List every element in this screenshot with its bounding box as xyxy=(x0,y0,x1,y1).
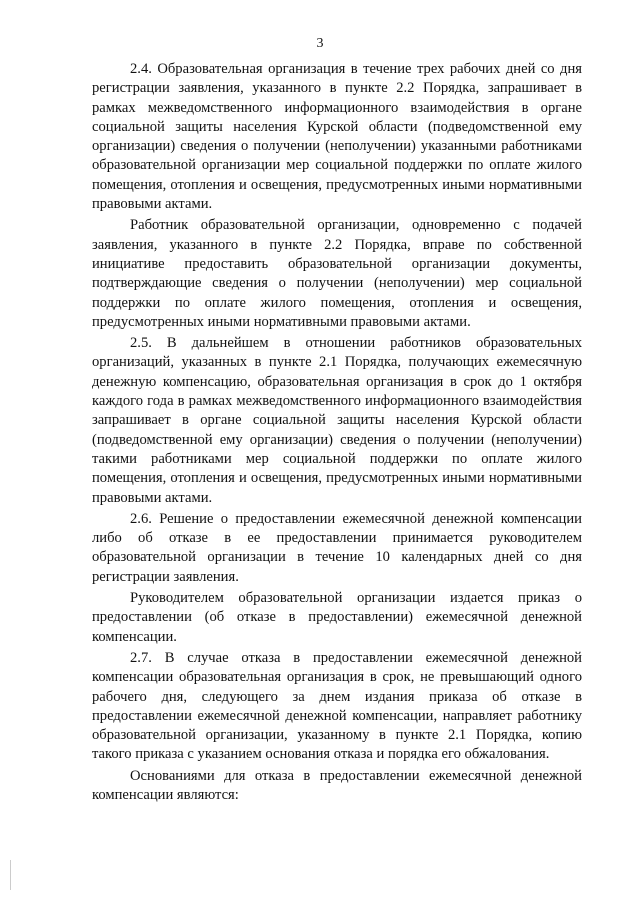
paragraph-2-4: 2.4. Образовательная организация в течение трех рабочих дней со дня регистрации заявления, указанного в пункте 2.2 Порядка, запрашивает в рамках межведомственного информационного взаимодействия в органе социальной защиты населения Курской области (подведомственной ему организации) сведения о получении (неполучении) указанными работниками образовательной организации мер социальной поддержки по оплате жилого помещения, отопления и освещения, предусмотренных иными нормативными правовыми актами. xyxy=(92,61,582,213)
paragraph-employee-initiative: Работник образовательной организации, одновременно с подачей заявления, указанного в пункте 2.2 Порядка, вправе по собственной инициативе предоставить образовательной организации документы, подтверждающие сведения о получении (неполучении) мер социальной поддержки по оплате жилого помещения, отопления и освещения, предусмотренных иными нормативными правовыми актами. xyxy=(92,217,582,330)
paragraph-refusal-grounds: Основаниями для отказа в предоставлении ежемесячной денежной компенсации являются: xyxy=(92,767,582,803)
paragraph-2-7: 2.7. В случае отказа в предоставлении ежемесячной денежной компенсации образовательная организация в срок, не превышающий одного рабочего дня, следующего за днем издания приказа об отказе в предоставлении ежемесячной денежной компенсации, направляет работнику образовательной организации, указанному в пункте 2.1 Порядка, копию такого приказа с указанием основания отказа и порядка его обжалования. xyxy=(92,649,582,763)
paragraph-2-5: 2.5. В дальнейшем в отношении работников образовательных организаций, указанных в пункте 2.1 Порядка, получающих ежемесячную денежную компенсацию, образовательная организация в срок до 1 октября каждого года в рамках межведомственного информационного взаимодействия запрашивает в органе социальной защиты населения Курской области (подведомственной ему организации) сведения о получении (неполучении) такими работниками мер социальной поддержки по оплате жилого помещения, отопления и освещения, предусмотренных иными нормативными правовыми актами. xyxy=(92,335,582,506)
paragraph-order-issuance: Руководителем образовательной организации издается приказ о предоставлении (об отказе в предоставлении) ежемесячной денежной компенсации. xyxy=(92,590,582,645)
paragraph-2-6: 2.6. Решение о предоставлении ежемесячной денежной компенсации либо об отказе в ее предоставлении принимается руководителем образовательной организации в течение 10 календарных дней со дня регистрации заявления. xyxy=(92,510,582,585)
scan-margin-mark xyxy=(10,860,11,890)
page-number: 3 xyxy=(316,36,324,51)
document-body xyxy=(92,60,582,805)
